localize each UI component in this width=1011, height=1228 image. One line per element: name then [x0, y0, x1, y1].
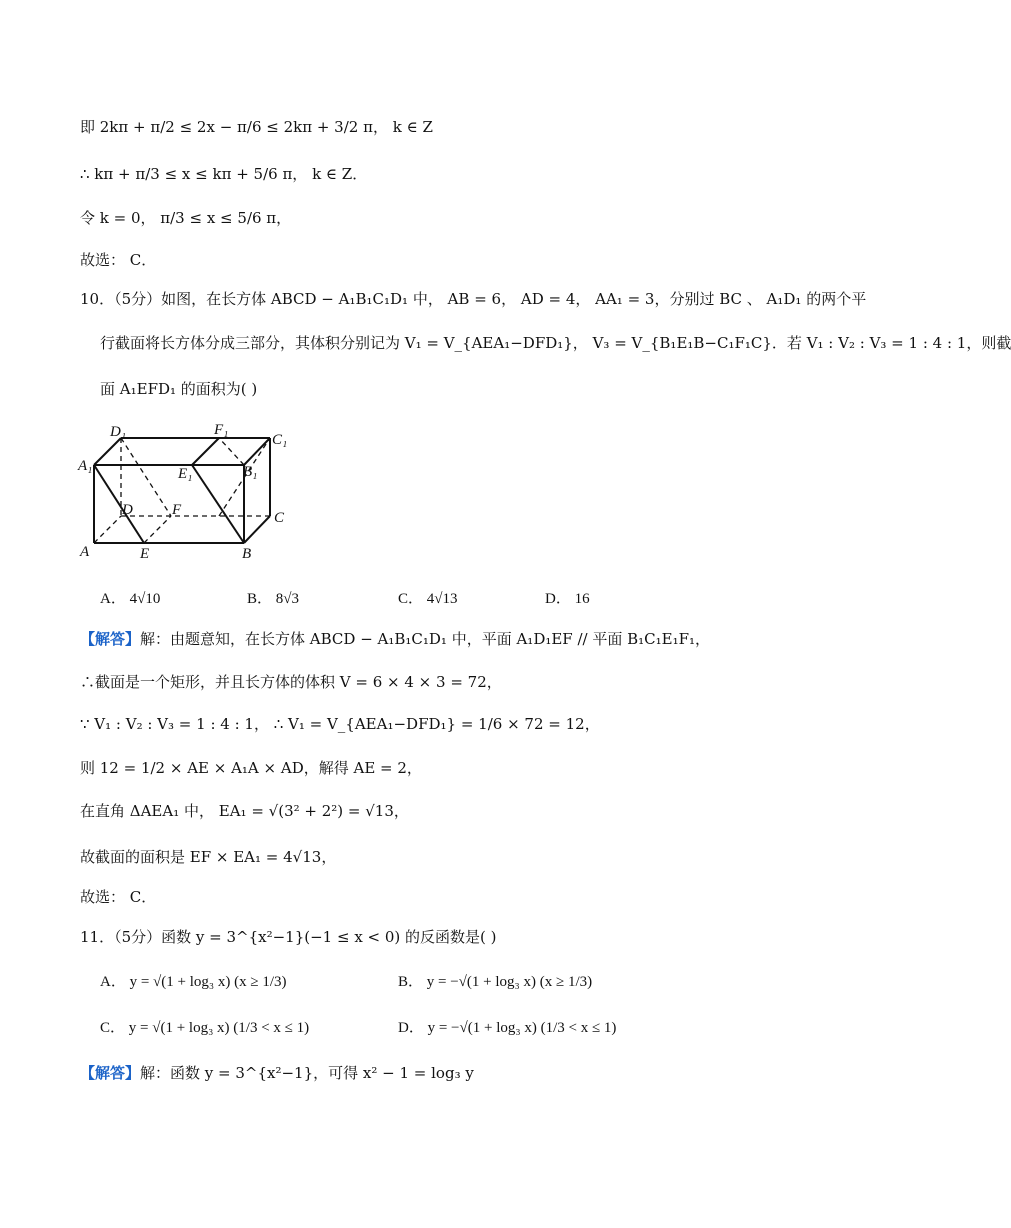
label-A1: A₁	[78, 458, 93, 474]
option-b[interactable]: B． 8√3	[247, 591, 299, 607]
solution-line	[80, 628, 710, 650]
option-a[interactable]: A． y = √(1 + log₃ x) (x ≥ 1/3)	[100, 974, 287, 990]
answer-tag: 【解答】	[80, 1064, 141, 1082]
solution-line: 故选： C．	[80, 251, 157, 269]
label-E1: E₁	[178, 466, 193, 482]
answer-tag: 【解答】	[80, 630, 141, 648]
question-11-stem: 11．（5分）函数 y = 3^{x²−1}(−1 ≤ x < 0) 的反函数是( )	[80, 928, 497, 946]
solution-line	[80, 1062, 474, 1084]
question-10-stem: 面 A₁EFD₁ 的面积为( )	[100, 380, 258, 398]
solution-line: ∴截面是一个矩形，并且长方体的体积 V = 6 × 4 × 3 = 72，	[80, 673, 502, 691]
option-d[interactable]: D． 16	[545, 591, 590, 607]
option-a[interactable]: A． 4√10	[100, 591, 161, 607]
label-B1: B₁	[243, 464, 258, 480]
label-C1: C₁	[272, 432, 288, 448]
solution-line: 即 2kπ + π/2 ≤ 2x − π/6 ≤ 2kπ + 3/2 π， k ∈ Z	[80, 118, 433, 136]
solution-line: 令 k = 0， π/3 ≤ x ≤ 5/6 π，	[80, 209, 292, 227]
option-c[interactable]: C． y = √(1 + log₃ x) (1/3 < x ≤ 1)	[100, 1020, 310, 1036]
solution-text: 解：由题意知，在长方体 ABCD − A₁B₁C₁D₁ 中，平面 A₁D₁EF // 平面 B₁C₁E₁F₁，	[140, 630, 711, 648]
question-10-stem: 行截面将长方体分成三部分，其体积分别记为 V₁ = V_{AEA₁−DFD₁}， V₃ = V_{B₁E₁B−C₁F₁C}．若 V₁ : V₂ : V₃ = 1 : 4 : 1，则截	[100, 334, 1011, 352]
option-c[interactable]: C． 4√13	[398, 591, 458, 607]
option-d[interactable]: D． y = −√(1 + log₃ x) (1/3 < x ≤ 1)	[398, 1020, 617, 1036]
option-b[interactable]: B． y = −√(1 + log₃ x) (x ≥ 1/3)	[398, 974, 593, 990]
solution-line: 则 12 = 1/2 × AE × A₁A × AD，解得 AE = 2，	[80, 759, 422, 777]
label-F: F	[172, 502, 182, 518]
solution-line: ∴ kπ + π/3 ≤ x ≤ kπ + 5/6 π， k ∈ Z．	[80, 165, 368, 183]
cuboid-figure	[78, 420, 298, 565]
label-C: C	[274, 510, 285, 526]
label-A: A	[80, 544, 90, 560]
label-E: E	[140, 546, 150, 562]
solution-line: 故截面的面积是 EF × EA₁ = 4√13，	[80, 848, 337, 866]
solution-line: 在直角 ΔAEA₁ 中， EA₁ = √(3² + 2²) = √13，	[80, 802, 409, 820]
label-F1: F₁	[214, 422, 229, 438]
solution-line: ∵ V₁ : V₂ : V₃ = 1 : 4 : 1， ∴ V₁ = V_{AEA₁−DFD₁} = 1/6 × 72 = 12，	[80, 715, 600, 733]
label-D1: D₁	[110, 424, 127, 440]
label-B: B	[242, 546, 252, 562]
question-10-stem: 10．（5分）如图，在长方体 ABCD − A₁B₁C₁D₁ 中， AB = 6， AD = 4， AA₁ = 3，分别过 BC 、 A₁D₁ 的两个平	[80, 290, 867, 308]
solution-line: 故选： C．	[80, 888, 157, 906]
solution-text: 解：函数 y = 3^{x²−1}，可得 x² − 1 = log₃ y	[140, 1064, 474, 1082]
label-D: D	[122, 502, 133, 518]
